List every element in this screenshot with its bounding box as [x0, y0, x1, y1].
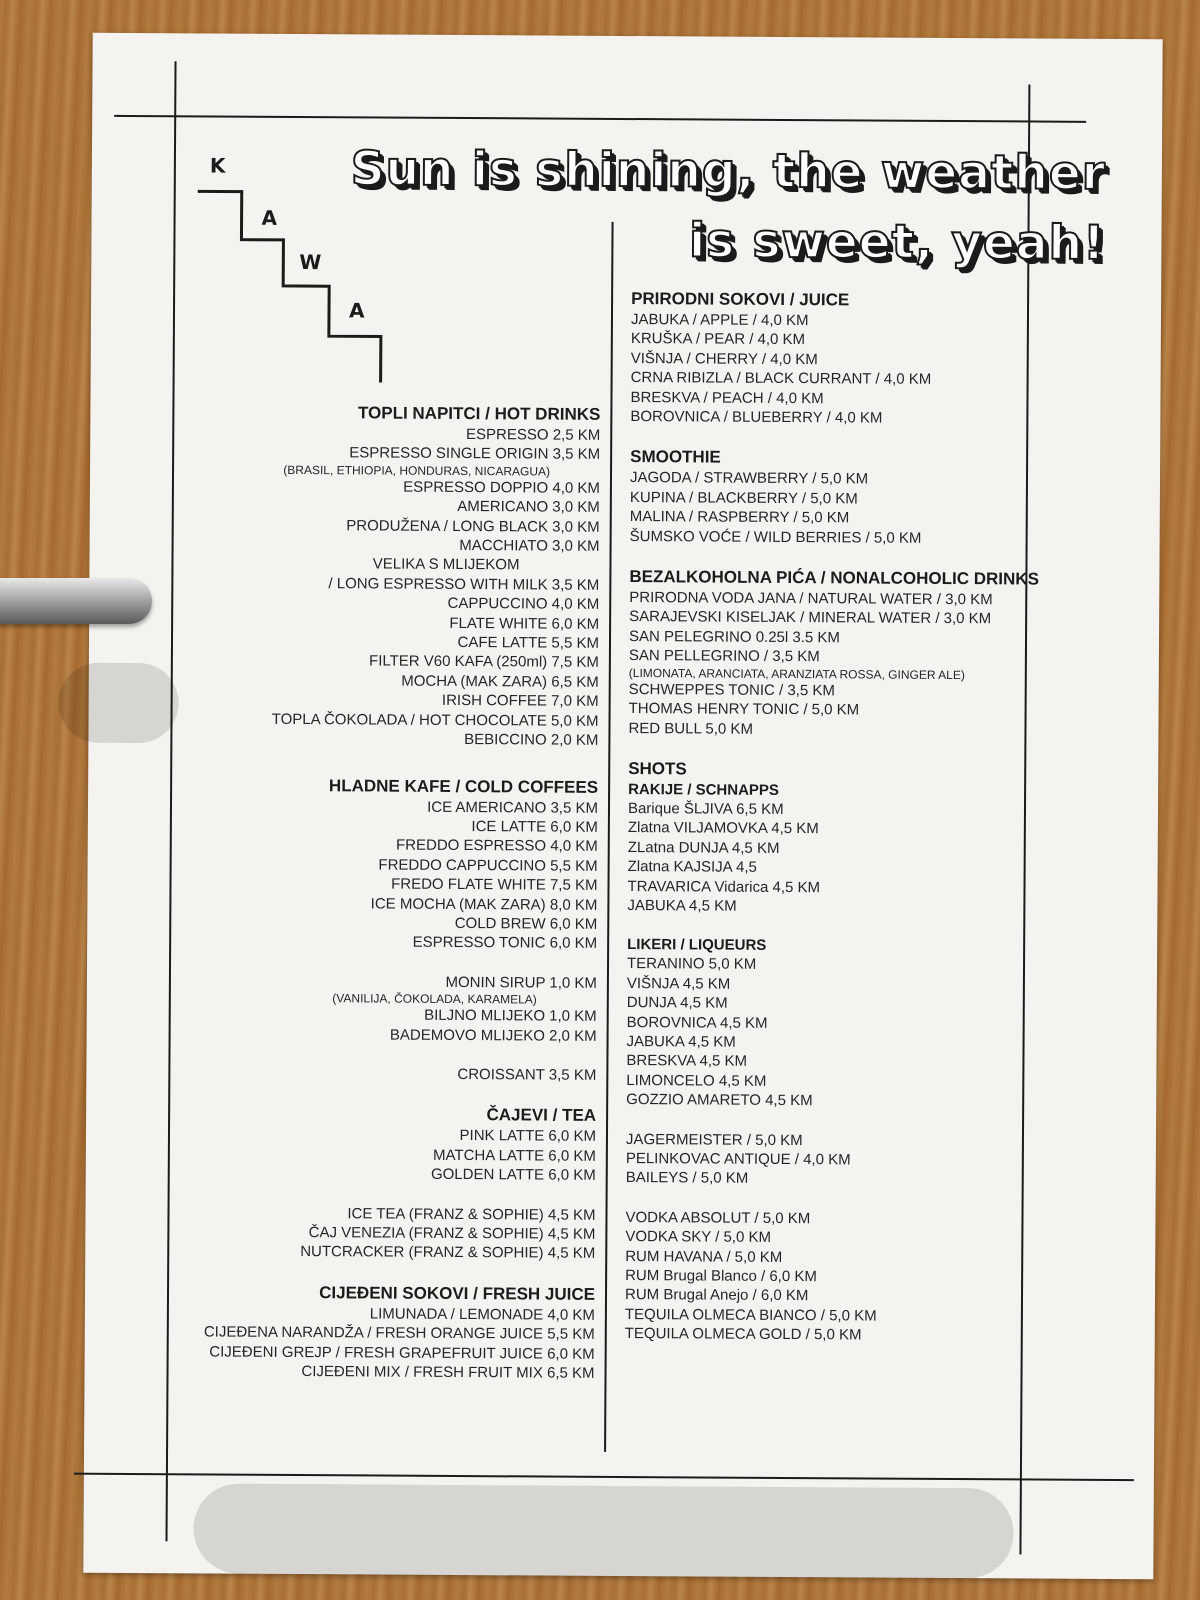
- menu-item: FLATE WHITE 6,0 KM: [449, 614, 600, 633]
- menu-item: ZLatna DUNJA 4,5 KM: [627, 838, 780, 857]
- menu-item: ESPRESSO 2,5 KM: [465, 426, 601, 444]
- menu-note: (VANILIJA, ČOKOLADA, KARAMELA): [332, 991, 537, 1007]
- menu-item: BILJNO MLIJEKO 1,0 KM: [424, 1006, 597, 1025]
- menu-item: TRAVARICA Vidarica 4,5 KM: [627, 877, 821, 896]
- headline-line-1: Sun is shining, the weather: [350, 141, 1107, 201]
- menu-item: NUTCRACKER (FRANZ & SOPHIE) 4,5 KM: [300, 1243, 596, 1263]
- menu-item: ESPRESSO TONIC 6,0 KM: [412, 934, 598, 953]
- menu-item: MONIN SIRUP 1,0 KM: [445, 973, 597, 992]
- menu-item: SARAJEVSKI KISELJAK / MINERAL WATER / 3,0 KM: [629, 608, 992, 628]
- menu-item: SAN PELLEGRINO / 3,5 KM: [628, 647, 820, 666]
- menu-note: (LIMONATA, ARANCIATA, ARANZIATA ROSSA, GINGER ALE): [628, 665, 965, 682]
- menu-item: TOPLA ČOKOLADA / HOT CHOCOLATE 5,0 KM: [271, 710, 599, 730]
- menu-item: Zlatna VILJAMOVKA 4,5 KM: [627, 819, 819, 838]
- menu-item: CROISSANT 3,5 KM: [457, 1065, 597, 1084]
- headline-line-2: is sweet, yeah!: [688, 213, 1106, 271]
- hot-drinks-title: TOPLI NAPITCI / HOT DRINKS: [357, 403, 601, 424]
- menu-item: FREDDO ESPRESSO 4,0 KM: [395, 836, 598, 856]
- menu-item: MALINA / RASPBERRY / 5,0 KM: [629, 508, 850, 527]
- menu-item: VIŠNJA / CHERRY / 4,0 KM: [630, 349, 818, 368]
- menu-item: BRESKVA 4,5 KM: [626, 1052, 748, 1071]
- menu-item: JAGERMEISTER / 5,0 KM: [625, 1130, 803, 1149]
- menu-item: JABUKA / APPLE / 4,0 KM: [630, 311, 809, 330]
- liqueurs-title: LIKERI / LIQUEURS: [627, 936, 767, 955]
- fresh-juice-title: CIJEĐENI SOKOVI / FRESH JUICE: [319, 1282, 596, 1304]
- menu-item: BEBICCINO 2,0 KM: [464, 731, 599, 749]
- menu-item: PRODUŽENA / LONG BLACK 3,0 KM: [346, 516, 600, 536]
- nonalcoholic-title: BEZALKOHOLNA PIĆA / NONALCOHOLIC DRINKS: [629, 567, 1040, 589]
- menu-item: / LONG ESPRESSO WITH MILK 3,5 KM: [328, 575, 600, 594]
- logo-letter-k: K: [209, 153, 226, 178]
- menu-item: ESPRESSO DOPPIO 4,0 KM: [403, 478, 600, 497]
- shots-title: SHOTS: [628, 758, 687, 779]
- schnapps-title: RAKIJE / SCHNAPPS: [628, 780, 780, 799]
- menu-item: VELIKA S MLIJEKOM: [372, 555, 520, 574]
- smoothie-title: SMOOTHIE: [630, 447, 721, 468]
- menu-item: ICE MOCHA (MAK ZARA) 8,0 KM: [370, 894, 598, 914]
- menu-item: MACCHIATO 3,0 KM: [459, 537, 600, 555]
- menu-item: TEQUILA OLMECA GOLD / 5,0 KM: [624, 1325, 862, 1344]
- menu-item: CIJEĐENI MIX / FRESH FRUIT MIX 6,5 KM: [301, 1363, 595, 1382]
- menu-item: VIŠNJA 4,5 KM: [626, 974, 731, 993]
- menu-item: FREDO FLATE WHITE 7,5 KM: [391, 875, 598, 894]
- menu-item: GOZZIO AMARETO 4,5 KM: [626, 1091, 813, 1110]
- menu-item: BRESKVA / PEACH / 4,0 KM: [630, 388, 824, 407]
- menu-item: BADEMOVO MLIJEKO 2,0 KM: [389, 1026, 597, 1045]
- menu-item: FILTER V60 KAFA (250ml) 7,5 KM: [369, 652, 599, 672]
- menu-item: MOCHA (MAK ZARA) 6,5 KM: [401, 672, 599, 691]
- menu-item: BAILEYS / 5,0 KM: [625, 1169, 749, 1188]
- menu-item: JABUKA 4,5 KM: [626, 1032, 736, 1051]
- menu-item: PRIRODNA VODA JANA / NATURAL WATER / 3,0 KM: [629, 589, 993, 609]
- logo-letter-a: A: [261, 205, 278, 230]
- menu-item: ICE AMERICANO 3,5 KM: [427, 798, 599, 817]
- menu-item: IRISH COFFEE 7,0 KM: [441, 692, 599, 711]
- cold-coffees-title: HLADNE KAFE / COLD COFFEES: [328, 775, 599, 797]
- menu-item: BOROVNICA 4,5 KM: [626, 1013, 768, 1032]
- menu-item: TERANINO 5,0 KM: [626, 955, 757, 974]
- menu-item: FREDDO CAPPUCCINO 5,5 KM: [378, 856, 598, 875]
- tea-title: ČAJEVI / TEA: [486, 1105, 597, 1126]
- menu-item: TEQUILA OLMECA BIANCO / 5,0 KM: [624, 1305, 877, 1325]
- menu-item: COLD BREW 6,0 KM: [454, 914, 598, 933]
- menu-item: Barique ŠLJIVA 6,5 KM: [627, 799, 784, 818]
- logo-letter-a2: A: [348, 298, 365, 323]
- menu-item: CAPPUCCINO 4,0 KM: [447, 595, 600, 614]
- menu-item: MATCHA LATTE 6,0 KM: [432, 1146, 596, 1165]
- menu-item: CAFE LATTE 5,5 KM: [457, 634, 600, 652]
- menu-item: RUM Brugal Blanco / 6,0 KM: [625, 1267, 817, 1286]
- menu-item: ICE LATTE 6,0 KM: [471, 817, 598, 836]
- menu-item: LIMUNADA / LEMONADE 4,0 KM: [369, 1305, 595, 1324]
- menu-item: RUM Brugal Anejo / 6,0 KM: [624, 1286, 809, 1305]
- menu-item: Zlatna KAJSIJA 4,5: [627, 858, 757, 876]
- menu-item: GOLDEN LATTE 6,0 KM: [430, 1166, 596, 1185]
- top-rule: [114, 115, 1086, 123]
- shadow-bottom: [193, 1483, 1014, 1578]
- menu-item: JABUKA 4,5 KM: [627, 896, 737, 915]
- bottom-rule: [74, 1473, 1134, 1481]
- menu-note: (BRASIL, ETHIOPIA, HONDURAS, NICARAGUA): [283, 462, 551, 479]
- headline: [350, 134, 1106, 279]
- menu-item: SCHWEPPES TONIC / 3,5 KM: [628, 680, 835, 699]
- menu-item: CIJEĐENA NARANDŽA / FRESH ORANGE JUICE 5,5 KM: [203, 1323, 595, 1344]
- menu-item: KRUŠKA / PEAR / 4,0 KM: [630, 330, 806, 349]
- menu-item: ESPRESSO SINGLE ORIGIN 3,5 KM: [349, 444, 601, 464]
- menu-item: VODKA SKY / 5,0 KM: [625, 1228, 772, 1247]
- menu-item: CRNA RIBIZLA / BLACK CURRANT / 4,0 KM: [630, 369, 932, 389]
- menu-item: AMERICANO 3,0 KM: [457, 498, 600, 517]
- menu-item: SAN PELEGRINO 0.25l 3.5 KM: [628, 627, 841, 647]
- menu-item: PINK LATTE 6,0 KM: [459, 1127, 597, 1146]
- menu-item: RUM HAVANA / 5,0 KM: [625, 1247, 783, 1266]
- menu-item: PELINKOVAC ANTIQUE / 4,0 KM: [625, 1150, 851, 1169]
- menu-item: RED BULL 5,0 KM: [628, 719, 754, 738]
- menu-item: DUNJA 4,5 KM: [626, 994, 728, 1012]
- natural-juice-title: PRIRODNI SOKOVI / JUICE: [631, 289, 850, 310]
- menu-item: CIJEĐENI GREJP / FRESH GRAPEFRUIT JUICE 6,0 KM: [209, 1343, 595, 1363]
- right-column: [625, 288, 1121, 1347]
- left-column: [124, 401, 600, 1383]
- menu-item: KUPINA / BLACKBERRY / 5,0 KM: [629, 488, 858, 508]
- spoon: [0, 578, 152, 624]
- menu-item: LIMONCELO 4,5 KM: [626, 1071, 767, 1090]
- menu-item: JAGODA / STRAWBERRY / 5,0 KM: [629, 469, 869, 488]
- menu-item: VODKA ABSOLUT / 5,0 KM: [625, 1208, 811, 1227]
- menu-item: ICE TEA (FRANZ & SOPHIE) 4,5 KM: [347, 1204, 596, 1224]
- menu-paper: [83, 33, 1162, 1580]
- menu-item: BOROVNICA / BLUEBERRY / 4,0 KM: [630, 408, 883, 427]
- menu-item: ŠUMSKO VOĆE / WILD BERRIES / 5,0 KM: [629, 527, 922, 547]
- menu-item: ČAJ VENEZIA (FRANZ & SOPHIE) 4,5 KM: [308, 1224, 596, 1243]
- logo-letter-w: W: [299, 250, 322, 275]
- menu-item: THOMAS HENRY TONIC / 5,0 KM: [628, 700, 860, 719]
- center-divider: [604, 222, 614, 1452]
